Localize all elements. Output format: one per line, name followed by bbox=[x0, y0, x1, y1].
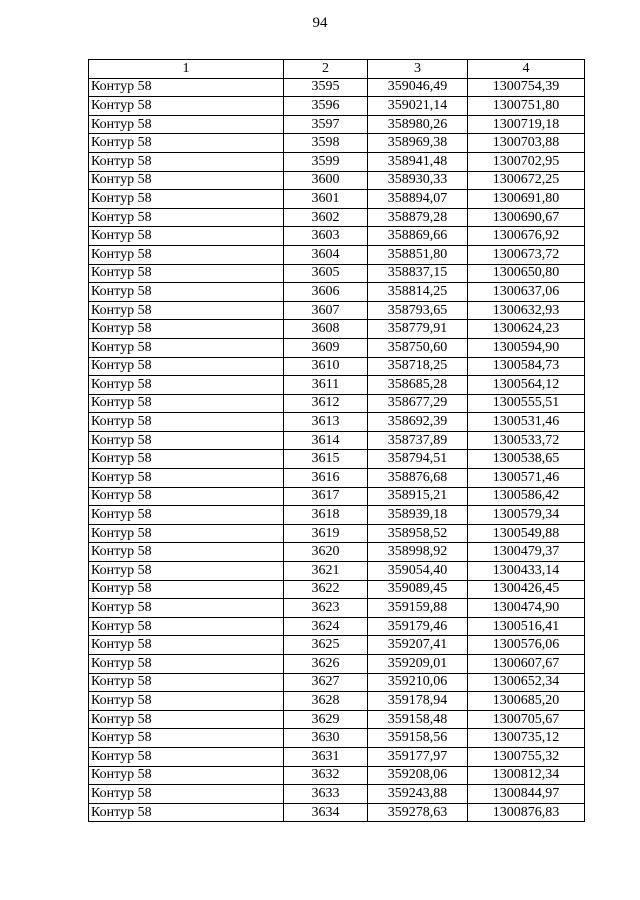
table-row bbox=[89, 729, 585, 748]
x-coordinate-cell: 358958,52 bbox=[368, 524, 468, 543]
x-coordinate-cell: 359021,14 bbox=[368, 97, 468, 116]
point-number-cell: 3615 bbox=[284, 450, 368, 469]
y-coordinate-cell: 1300812,34 bbox=[468, 766, 585, 785]
contour-name-cell: Контур 58 bbox=[89, 227, 284, 246]
y-coordinate-cell: 1300735,12 bbox=[468, 729, 585, 748]
point-number-cell: 3598 bbox=[284, 134, 368, 153]
y-coordinate-cell: 1300650,80 bbox=[468, 264, 585, 283]
column-header-3: 3 bbox=[368, 60, 468, 79]
contour-name-cell: Контур 58 bbox=[89, 431, 284, 450]
x-coordinate-cell: 359159,88 bbox=[368, 599, 468, 618]
y-coordinate-cell: 1300607,67 bbox=[468, 655, 585, 674]
point-number-cell: 3602 bbox=[284, 208, 368, 227]
table-row bbox=[89, 673, 585, 692]
point-number-cell: 3611 bbox=[284, 376, 368, 395]
x-coordinate-cell: 358894,07 bbox=[368, 190, 468, 209]
table-row bbox=[89, 785, 585, 804]
contour-name-cell: Контур 58 bbox=[89, 580, 284, 599]
x-coordinate-cell: 359278,63 bbox=[368, 803, 468, 822]
y-coordinate-cell: 1300555,51 bbox=[468, 394, 585, 413]
x-coordinate-cell: 358879,28 bbox=[368, 208, 468, 227]
contour-name-cell: Контур 58 bbox=[89, 264, 284, 283]
table-row bbox=[89, 710, 585, 729]
table-row bbox=[89, 524, 585, 543]
y-coordinate-cell: 1300624,23 bbox=[468, 320, 585, 339]
point-number-cell: 3622 bbox=[284, 580, 368, 599]
x-coordinate-cell: 358677,29 bbox=[368, 394, 468, 413]
point-number-cell: 3610 bbox=[284, 357, 368, 376]
contour-name-cell: Контур 58 bbox=[89, 208, 284, 227]
table-row bbox=[89, 636, 585, 655]
table-row bbox=[89, 152, 585, 171]
x-coordinate-cell: 358941,48 bbox=[368, 152, 468, 171]
table-row bbox=[89, 78, 585, 97]
point-number-cell: 3630 bbox=[284, 729, 368, 748]
y-coordinate-cell: 1300433,14 bbox=[468, 562, 585, 581]
x-coordinate-cell: 359243,88 bbox=[368, 785, 468, 804]
contour-name-cell: Контур 58 bbox=[89, 78, 284, 97]
table-row bbox=[89, 692, 585, 711]
contour-name-cell: Контур 58 bbox=[89, 729, 284, 748]
table-row bbox=[89, 264, 585, 283]
y-coordinate-cell: 1300719,18 bbox=[468, 115, 585, 134]
y-coordinate-cell: 1300576,06 bbox=[468, 636, 585, 655]
table-row bbox=[89, 562, 585, 581]
x-coordinate-cell: 358793,65 bbox=[368, 301, 468, 320]
y-coordinate-cell: 1300426,45 bbox=[468, 580, 585, 599]
x-coordinate-cell: 358814,25 bbox=[368, 283, 468, 302]
contour-name-cell: Контур 58 bbox=[89, 655, 284, 674]
coordinates-table bbox=[88, 59, 585, 822]
x-coordinate-cell: 358869,66 bbox=[368, 227, 468, 246]
x-coordinate-cell: 358998,92 bbox=[368, 543, 468, 562]
point-number-cell: 3634 bbox=[284, 803, 368, 822]
contour-name-cell: Контур 58 bbox=[89, 562, 284, 581]
contour-name-cell: Контур 58 bbox=[89, 636, 284, 655]
table-body bbox=[89, 78, 585, 822]
point-number-cell: 3628 bbox=[284, 692, 368, 711]
y-coordinate-cell: 1300479,37 bbox=[468, 543, 585, 562]
contour-name-cell: Контур 58 bbox=[89, 710, 284, 729]
contour-name-cell: Контур 58 bbox=[89, 543, 284, 562]
x-coordinate-cell: 358876,68 bbox=[368, 469, 468, 488]
point-number-cell: 3625 bbox=[284, 636, 368, 655]
contour-name-cell: Контур 58 bbox=[89, 599, 284, 618]
y-coordinate-cell: 1300876,83 bbox=[468, 803, 585, 822]
contour-name-cell: Контур 58 bbox=[89, 673, 284, 692]
table-row bbox=[89, 283, 585, 302]
x-coordinate-cell: 359046,49 bbox=[368, 78, 468, 97]
table-row bbox=[89, 245, 585, 264]
contour-name-cell: Контур 58 bbox=[89, 245, 284, 264]
contour-name-cell: Контур 58 bbox=[89, 283, 284, 302]
y-coordinate-cell: 1300685,20 bbox=[468, 692, 585, 711]
table-row bbox=[89, 208, 585, 227]
x-coordinate-cell: 358980,26 bbox=[368, 115, 468, 134]
y-coordinate-cell: 1300691,80 bbox=[468, 190, 585, 209]
x-coordinate-cell: 358718,25 bbox=[368, 357, 468, 376]
point-number-cell: 3621 bbox=[284, 562, 368, 581]
table-row bbox=[89, 450, 585, 469]
table-row bbox=[89, 227, 585, 246]
contour-name-cell: Контур 58 bbox=[89, 506, 284, 525]
y-coordinate-cell: 1300754,39 bbox=[468, 78, 585, 97]
table-row bbox=[89, 115, 585, 134]
x-coordinate-cell: 359177,97 bbox=[368, 747, 468, 766]
y-coordinate-cell: 1300705,67 bbox=[468, 710, 585, 729]
contour-name-cell: Контур 58 bbox=[89, 190, 284, 209]
point-number-cell: 3632 bbox=[284, 766, 368, 785]
contour-name-cell: Контур 58 bbox=[89, 450, 284, 469]
x-coordinate-cell: 359158,56 bbox=[368, 729, 468, 748]
point-number-cell: 3599 bbox=[284, 152, 368, 171]
table-row bbox=[89, 617, 585, 636]
point-number-cell: 3603 bbox=[284, 227, 368, 246]
contour-name-cell: Контур 58 bbox=[89, 413, 284, 432]
table-row bbox=[89, 134, 585, 153]
x-coordinate-cell: 358915,21 bbox=[368, 487, 468, 506]
point-number-cell: 3604 bbox=[284, 245, 368, 264]
table-row bbox=[89, 320, 585, 339]
table-row bbox=[89, 357, 585, 376]
y-coordinate-cell: 1300516,41 bbox=[468, 617, 585, 636]
point-number-cell: 3595 bbox=[284, 78, 368, 97]
point-number-cell: 3601 bbox=[284, 190, 368, 209]
y-coordinate-cell: 1300632,93 bbox=[468, 301, 585, 320]
point-number-cell: 3609 bbox=[284, 338, 368, 357]
x-coordinate-cell: 359209,01 bbox=[368, 655, 468, 674]
contour-name-cell: Контур 58 bbox=[89, 692, 284, 711]
table-header-row bbox=[89, 60, 585, 79]
x-coordinate-cell: 359054,40 bbox=[368, 562, 468, 581]
y-coordinate-cell: 1300579,34 bbox=[468, 506, 585, 525]
point-number-cell: 3608 bbox=[284, 320, 368, 339]
contour-name-cell: Контур 58 bbox=[89, 469, 284, 488]
y-coordinate-cell: 1300637,06 bbox=[468, 283, 585, 302]
table-row bbox=[89, 171, 585, 190]
point-number-cell: 3605 bbox=[284, 264, 368, 283]
x-coordinate-cell: 358692,39 bbox=[368, 413, 468, 432]
table-row bbox=[89, 747, 585, 766]
table-row bbox=[89, 599, 585, 618]
contour-name-cell: Контур 58 bbox=[89, 357, 284, 376]
column-header-2: 2 bbox=[284, 60, 368, 79]
contour-name-cell: Контур 58 bbox=[89, 617, 284, 636]
table-row bbox=[89, 97, 585, 116]
table-row bbox=[89, 338, 585, 357]
contour-name-cell: Контур 58 bbox=[89, 524, 284, 543]
y-coordinate-cell: 1300586,42 bbox=[468, 487, 585, 506]
point-number-cell: 3627 bbox=[284, 673, 368, 692]
point-number-cell: 3596 bbox=[284, 97, 368, 116]
y-coordinate-cell: 1300672,25 bbox=[468, 171, 585, 190]
contour-name-cell: Контур 58 bbox=[89, 394, 284, 413]
table-row bbox=[89, 655, 585, 674]
x-coordinate-cell: 358939,18 bbox=[368, 506, 468, 525]
point-number-cell: 3629 bbox=[284, 710, 368, 729]
table-row bbox=[89, 413, 585, 432]
table-row bbox=[89, 431, 585, 450]
x-coordinate-cell: 358750,60 bbox=[368, 338, 468, 357]
table-row bbox=[89, 580, 585, 599]
x-coordinate-cell: 358837,15 bbox=[368, 264, 468, 283]
page-number: 94 bbox=[312, 15, 328, 31]
point-number-cell: 3618 bbox=[284, 506, 368, 525]
x-coordinate-cell: 358779,91 bbox=[368, 320, 468, 339]
table-row bbox=[89, 394, 585, 413]
x-coordinate-cell: 358851,80 bbox=[368, 245, 468, 264]
contour-name-cell: Контур 58 bbox=[89, 171, 284, 190]
contour-name-cell: Контур 58 bbox=[89, 785, 284, 804]
x-coordinate-cell: 358794,51 bbox=[368, 450, 468, 469]
point-number-cell: 3633 bbox=[284, 785, 368, 804]
y-coordinate-cell: 1300571,46 bbox=[468, 469, 585, 488]
x-coordinate-cell: 358737,89 bbox=[368, 431, 468, 450]
table-row bbox=[89, 376, 585, 395]
x-coordinate-cell: 359208,06 bbox=[368, 766, 468, 785]
table-row bbox=[89, 190, 585, 209]
contour-name-cell: Контур 58 bbox=[89, 487, 284, 506]
contour-name-cell: Контур 58 bbox=[89, 301, 284, 320]
column-header-1: 1 bbox=[89, 60, 284, 79]
contour-name-cell: Контур 58 bbox=[89, 338, 284, 357]
table-row bbox=[89, 803, 585, 822]
point-number-cell: 3624 bbox=[284, 617, 368, 636]
column-header-4: 4 bbox=[468, 60, 585, 79]
x-coordinate-cell: 359179,46 bbox=[368, 617, 468, 636]
y-coordinate-cell: 1300690,67 bbox=[468, 208, 585, 227]
y-coordinate-cell: 1300531,46 bbox=[468, 413, 585, 432]
point-number-cell: 3620 bbox=[284, 543, 368, 562]
y-coordinate-cell: 1300594,90 bbox=[468, 338, 585, 357]
x-coordinate-cell: 358930,33 bbox=[368, 171, 468, 190]
table-row bbox=[89, 543, 585, 562]
y-coordinate-cell: 1300702,95 bbox=[468, 152, 585, 171]
y-coordinate-cell: 1300474,90 bbox=[468, 599, 585, 618]
point-number-cell: 3597 bbox=[284, 115, 368, 134]
point-number-cell: 3617 bbox=[284, 487, 368, 506]
y-coordinate-cell: 1300538,65 bbox=[468, 450, 585, 469]
contour-name-cell: Контур 58 bbox=[89, 803, 284, 822]
contour-name-cell: Контур 58 bbox=[89, 747, 284, 766]
contour-name-cell: Контур 58 bbox=[89, 115, 284, 134]
y-coordinate-cell: 1300549,88 bbox=[468, 524, 585, 543]
y-coordinate-cell: 1300751,80 bbox=[468, 97, 585, 116]
point-number-cell: 3616 bbox=[284, 469, 368, 488]
contour-name-cell: Контур 58 bbox=[89, 134, 284, 153]
point-number-cell: 3612 bbox=[284, 394, 368, 413]
x-coordinate-cell: 359089,45 bbox=[368, 580, 468, 599]
point-number-cell: 3623 bbox=[284, 599, 368, 618]
table-row bbox=[89, 469, 585, 488]
point-number-cell: 3619 bbox=[284, 524, 368, 543]
contour-name-cell: Контур 58 bbox=[89, 376, 284, 395]
x-coordinate-cell: 358969,38 bbox=[368, 134, 468, 153]
x-coordinate-cell: 359210,06 bbox=[368, 673, 468, 692]
x-coordinate-cell: 359158,48 bbox=[368, 710, 468, 729]
x-coordinate-cell: 359207,41 bbox=[368, 636, 468, 655]
point-number-cell: 3613 bbox=[284, 413, 368, 432]
point-number-cell: 3626 bbox=[284, 655, 368, 674]
table-row bbox=[89, 301, 585, 320]
y-coordinate-cell: 1300676,92 bbox=[468, 227, 585, 246]
y-coordinate-cell: 1300703,88 bbox=[468, 134, 585, 153]
y-coordinate-cell: 1300564,12 bbox=[468, 376, 585, 395]
point-number-cell: 3631 bbox=[284, 747, 368, 766]
contour-name-cell: Контур 58 bbox=[89, 320, 284, 339]
contour-name-cell: Контур 58 bbox=[89, 97, 284, 116]
y-coordinate-cell: 1300755,32 bbox=[468, 747, 585, 766]
x-coordinate-cell: 358685,28 bbox=[368, 376, 468, 395]
y-coordinate-cell: 1300533,72 bbox=[468, 431, 585, 450]
contour-name-cell: Контур 58 bbox=[89, 152, 284, 171]
table-row bbox=[89, 766, 585, 785]
x-coordinate-cell: 359178,94 bbox=[368, 692, 468, 711]
y-coordinate-cell: 1300584,73 bbox=[468, 357, 585, 376]
point-number-cell: 3614 bbox=[284, 431, 368, 450]
point-number-cell: 3606 bbox=[284, 283, 368, 302]
point-number-cell: 3600 bbox=[284, 171, 368, 190]
table-row bbox=[89, 506, 585, 525]
contour-name-cell: Контур 58 bbox=[89, 766, 284, 785]
y-coordinate-cell: 1300673,72 bbox=[468, 245, 585, 264]
table-row bbox=[89, 487, 585, 506]
y-coordinate-cell: 1300652,34 bbox=[468, 673, 585, 692]
point-number-cell: 3607 bbox=[284, 301, 368, 320]
y-coordinate-cell: 1300844,97 bbox=[468, 785, 585, 804]
